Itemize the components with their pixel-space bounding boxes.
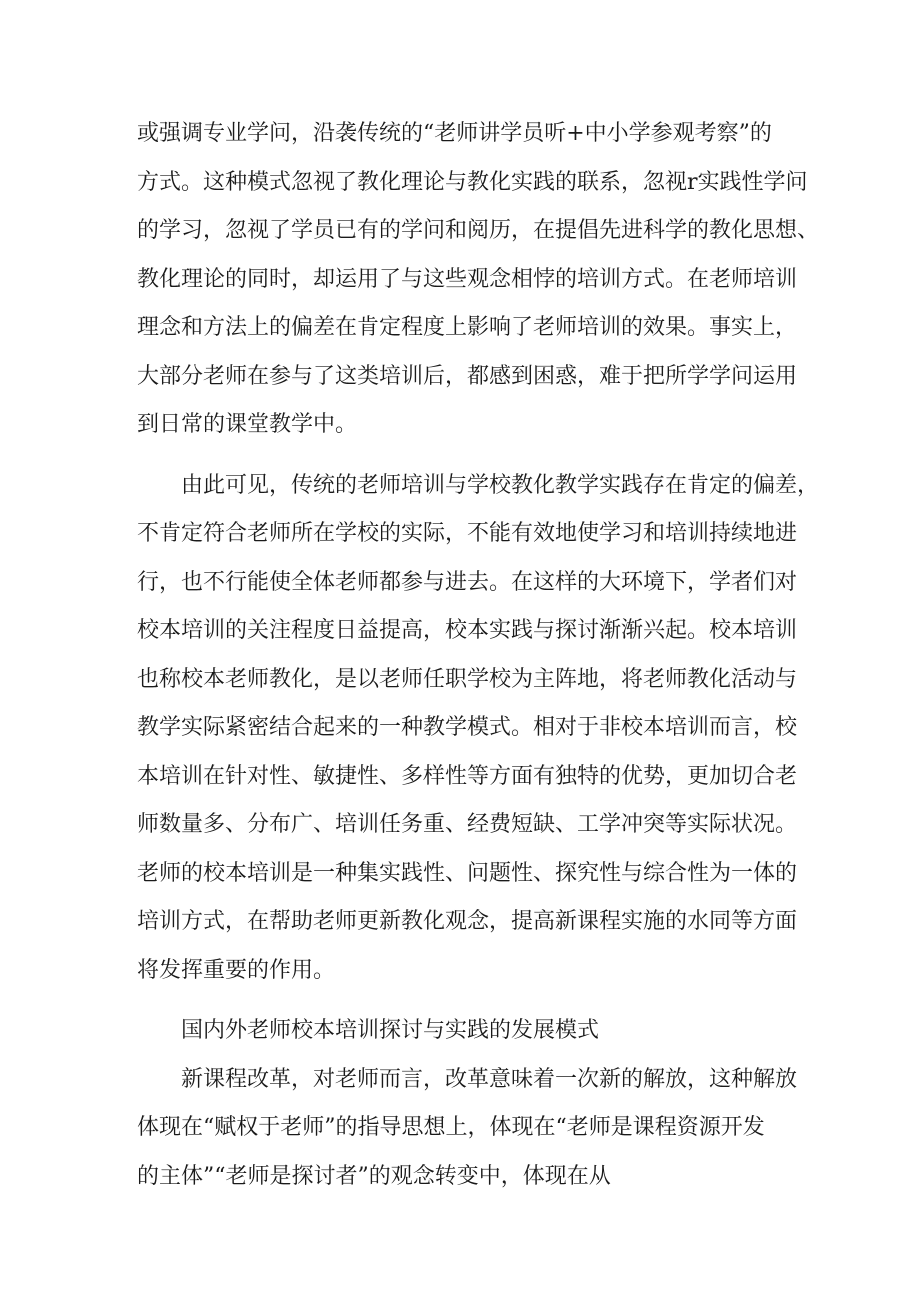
section-heading [137, 1007, 797, 1056]
text-line: 的主体”“老师是探讨者”的观念转变中，体现在从 [137, 1163, 611, 1189]
text-line: 本培训在针对性、敏捷性、多样性等方面有独特的优势，更加切合老 [137, 763, 798, 789]
text-line: 师数量多、分布广、培训任务重、经费短缺、工学冲突等实际状况。 [137, 812, 798, 837]
text-line: 教化理论的同时，却运用了与这些观念相悖的培训方式。在老师培训 [137, 266, 798, 292]
text-line: 校本培训的关注程度日益提高，校本实践与探讨渐渐兴起。校本培训 [137, 618, 798, 643]
text-line: 方式。这种模式忽视了教化理论与教化实践的联系，忽视r实践性学问 [137, 169, 808, 195]
text-line: 将发挥重要的作用。 [137, 957, 336, 983]
paragraph-gap [137, 995, 797, 1007]
text-line: 体现在“赋权于老师”的指导思想上，体现在“老师是课程资源开发 [137, 1115, 765, 1140]
paragraph-4 [137, 1056, 797, 1202]
section-heading-text: 国内外老师校本培训探讨与实践的发展模式 [181, 1018, 600, 1043]
paragraph-2 [137, 462, 820, 996]
text-line: 或强调专业学问，沿袭传统的“老师讲学员听+中小学参观考察”的 [137, 121, 772, 146]
text-line: 的学习，忽视了学员已有的学问和阅历，在提倡先进科学的教化思想、 [137, 218, 820, 243]
text-line: 新课程改革，对老师而言，改革意味着一次新的解放，这种解放 [181, 1066, 798, 1092]
text-line: 到日常的课堂教学中。 [137, 412, 358, 437]
text-line: 培训方式，在帮助老师更新教化观念，提高新课程实施的水同等方面 [137, 909, 798, 934]
paragraph-1 [137, 110, 820, 450]
text-line: 由此可见，传统的老师培训与学校教化教学实践存在肯定的偏差， [181, 472, 820, 498]
text-line: 老师的校本培训是一种集实践性、问题性、探究性与综合性为一体的 [137, 860, 798, 886]
text-line: 理念和方法上的偏差在肯定程度上影响了老师培训的效果。事实上， [137, 315, 798, 340]
text-line: 也称校本老师教化，是以老师任职学校为主阵地，将老师教化活动与 [137, 666, 798, 692]
text-line: 行，也不行能使全体老师都参与进去。在这样的大环境下，学者们对 [137, 569, 798, 595]
text-line: 教学实际紧密结合起来的一种教学模式。相对于非校本培训而言，校 [137, 715, 798, 740]
document-body [137, 110, 820, 1201]
text-line: 大部分老师在参与了这类培训后，都感到困惑，难于把所学学问运用 [137, 363, 798, 389]
paragraph-gap [137, 450, 797, 462]
text-line: 不肯定符合老师所在学校的实际，不能有效地使学习和培训持续地进 [137, 521, 798, 546]
